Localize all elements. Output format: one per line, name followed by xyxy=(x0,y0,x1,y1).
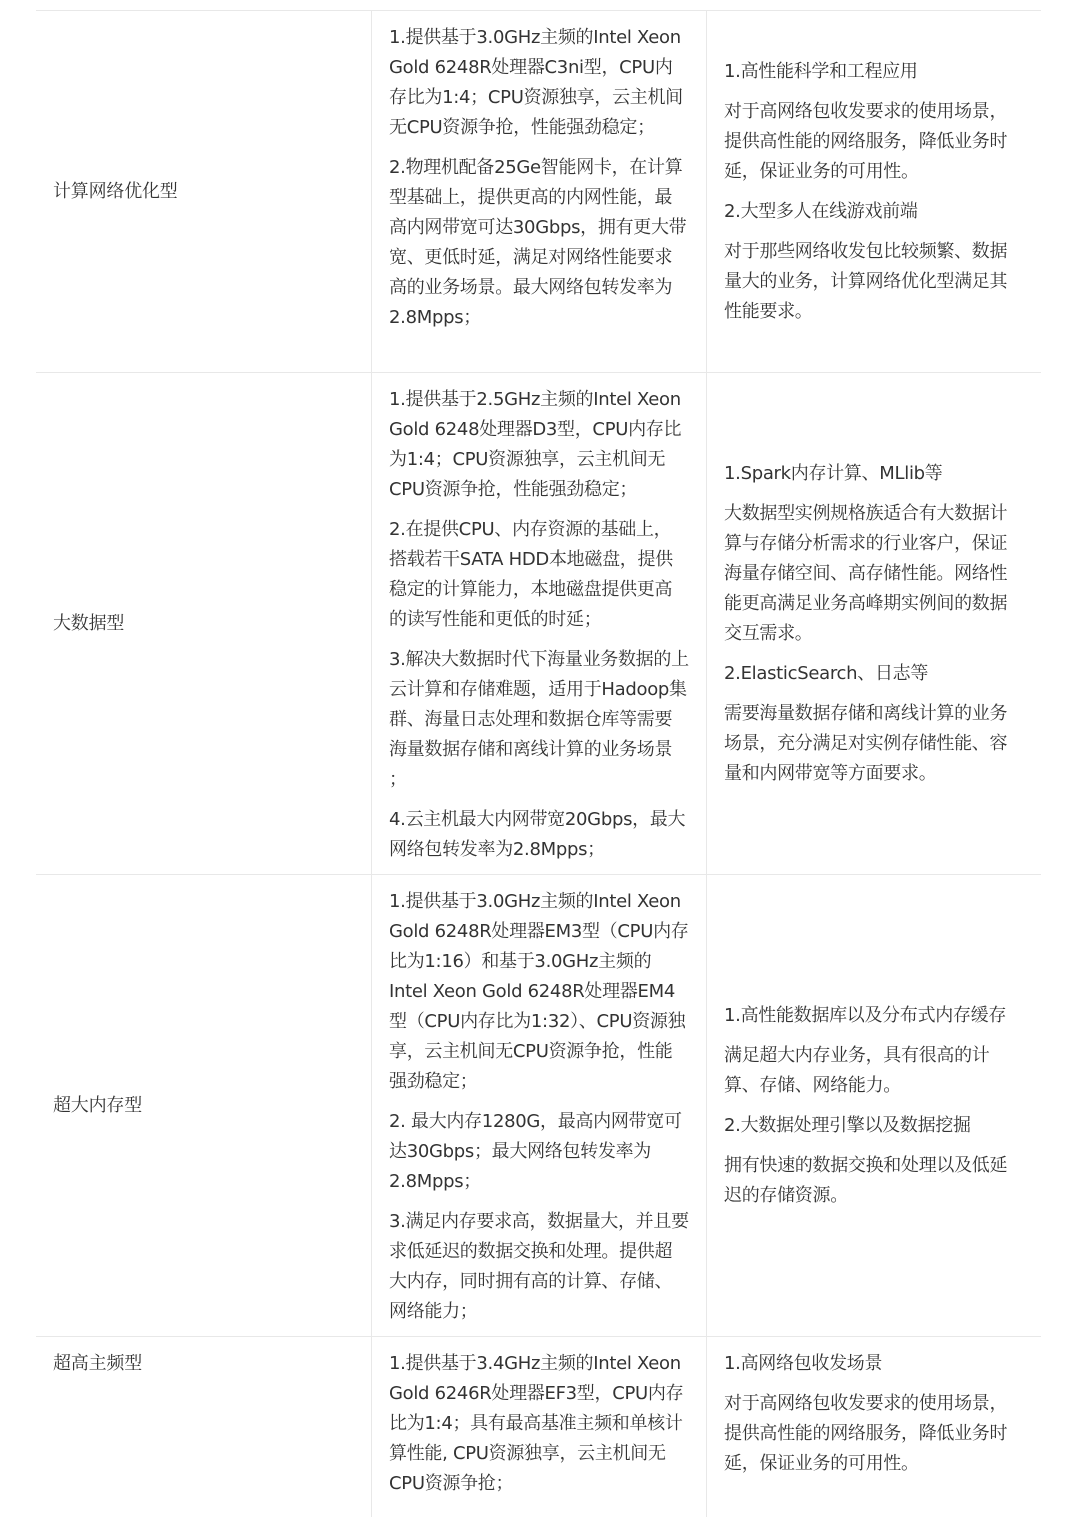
feature-item: 2.在提供CPU、内存资源的基础上，搭载若干SATA HDD本地磁盘，提供稳定的计算能力，本地磁盘提供更高的读写性能和更低的时延； xyxy=(389,519,673,630)
instance-type-cell xyxy=(36,875,371,1336)
instance-type-cell xyxy=(36,1337,371,1517)
table-row xyxy=(36,875,1041,1337)
feature-item: 3.解决大数据时代下海量业务数据的上云计算和存储难题，适用于Hadoop集群、海量日志处理和数据仓库等需要海量数据存储和离线计算的业务场景 ； xyxy=(389,649,689,790)
features-cell xyxy=(371,373,706,874)
scenario-heading: 1.高性能数据库以及分布式内存缓存 xyxy=(724,1004,1007,1026)
instance-type-name: 超高主频型 xyxy=(53,1353,142,1374)
scenario-description: 需要海量数据存储和离线计算的业务场景，充分满足对实例存储性能、容量和内网带宽等方面要求。 xyxy=(724,702,1008,784)
feature-item: 1.提供基于3.0GHz主频的Intel Xeon Gold 6248R处理器EM3型（CPU内存比为1:16）和基于3.0GHz主频的Intel Xeon Gold 6248R处理器EM4型（CPU内存比为1:32）、CPU资源独享，云主机间无CPU资源争抢，性能强劲稳定； xyxy=(389,891,689,1092)
feature-item: 1.提供基于2.5GHz主频的Intel Xeon Gold 6248处理器D3型，CPU内存比为1:4；CPU资源独享，云主机间无CPU资源争抢，性能强劲稳定； xyxy=(389,389,682,500)
scenario-heading: 2.ElasticSearch、日志等 xyxy=(724,662,929,684)
scenario-heading: 1.Spark内存计算、MLlib等 xyxy=(724,462,943,484)
instance-type-name: 计算网络优化型 xyxy=(53,180,178,202)
scenario-description: 满足超大内存业务，具有很高的计算、存储、网络能力。 xyxy=(724,1044,990,1096)
feature-item: 4.云主机最大内网带宽20Gbps，最大网络包转发率为2.8Mpps； xyxy=(389,809,686,860)
table-row xyxy=(36,1337,1041,1517)
feature-item: 1.提供基于3.4GHz主频的Intel Xeon Gold 6246R处理器EF3型，CPU内存比为1:4；具有最高基准主频和单核计算性能, CPU资源独享，云主机间无CPU资源争抢； xyxy=(389,1353,684,1494)
scenario-description: 大数据型实例规格族适合有大数据计算与存储分析需求的行业客户，保证海量存储空间、高存储性能。网络性能更高满足业务高峰期实例间的数据交互需求。 xyxy=(724,502,1008,644)
table-row xyxy=(36,373,1041,875)
feature-item: 1.提供基于3.0GHz主频的Intel Xeon Gold 6248R处理器C3ni型，CPU内存比为1:4；CPU资源独享，云主机间无CPU资源争抢，性能强劲稳定； xyxy=(389,27,683,138)
features-cell xyxy=(371,1337,706,1517)
scenario-description: 对于高网络包收发要求的使用场景，提供高性能的网络服务，降低业务时延，保证业务的可用性。 xyxy=(724,100,1008,182)
instance-type-name: 超大内存型 xyxy=(53,1094,142,1116)
scenario-description: 对于高网络包收发要求的使用场景，提供高性能的网络服务，降低业务时延，保证业务的可用性。 xyxy=(724,1393,1008,1474)
scenarios-cell xyxy=(706,373,1041,874)
scenario-heading: 1.高性能科学和工程应用 xyxy=(724,60,918,82)
instance-family-table xyxy=(36,10,1041,1517)
instance-type-name: 大数据型 xyxy=(53,612,125,634)
instance-type-cell xyxy=(36,11,371,372)
scenario-description: 拥有快速的数据交换和处理以及低延迟的存储资源。 xyxy=(724,1154,1008,1206)
scenarios-cell xyxy=(706,875,1041,1336)
features-cell xyxy=(371,875,706,1336)
scenario-description: 对于那些网络收发包比较频繁、数据量大的业务，计算网络优化型满足其性能要求。 xyxy=(724,240,1008,322)
feature-item: 2. 最大内存1280G，最高内网带宽可达30Gbps；最大网络包转发率为2.8Mpps； xyxy=(389,1111,682,1192)
scenario-heading: 2.大型多人在线游戏前端 xyxy=(724,200,918,222)
features-cell xyxy=(371,11,706,372)
scenario-heading: 1.高网络包收发场景 xyxy=(724,1353,883,1374)
instance-type-cell xyxy=(36,373,371,874)
scenarios-cell xyxy=(706,11,1041,372)
feature-item: 3.满足内存要求高，数据量大，并且要求低延迟的数据交换和处理。提供超大内存，同时拥有高的计算、存储、网络能力； xyxy=(389,1211,689,1322)
scenario-heading: 2.大数据处理引擎以及数据挖掘 xyxy=(724,1114,971,1136)
table-row xyxy=(36,11,1041,373)
scenarios-cell xyxy=(706,1337,1041,1517)
feature-item: 2.物理机配备25Ge智能网卡，在计算型基础上，提供更高的内网性能，最高内网带宽可达30Gbps，拥有更大带宽、更低时延，满足对网络性能要求高的业务场景。最大网络包转发率为2.8Mpps； xyxy=(389,157,687,328)
